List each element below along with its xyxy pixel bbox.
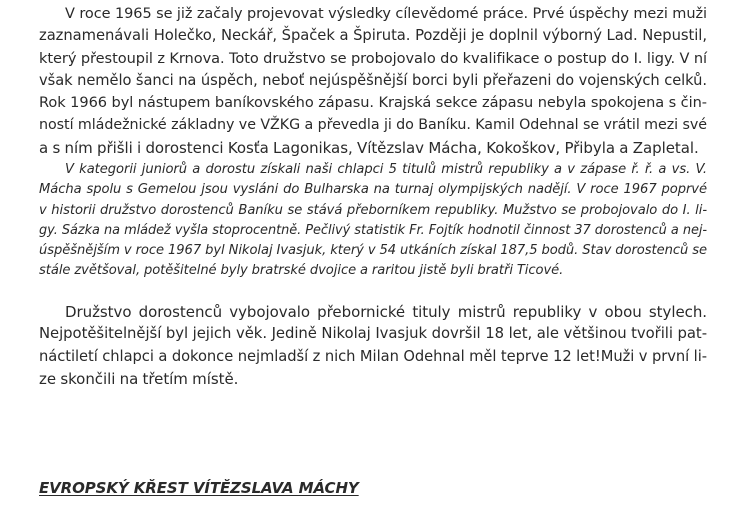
- paragraph-1-line: a s ním přišli i dorostenci Kosťa Lagonikas, Vítězslav Mácha, Kokoškov, Přibyla a Zapletal.: [39, 138, 699, 157]
- paragraph-1-line: zaznamenávali Holečko, Neckář, Špaček a Špiruta. Později je doplnil výborný Lad. Nepustil,: [39, 27, 707, 45]
- paragraph-3-line: náctiletí chlapci a dokonce nejmladší z nich Milan Odehnal měl teprve 12 let!Muži v první li-: [39, 347, 707, 365]
- paragraph-1: [39, 3, 707, 159]
- paragraph-1-line: V roce 1965 se již začaly projevovat výsledky cílevědomé práce. Prvé úspěchy mezi muži: [65, 6, 707, 22]
- paragraph-1-line: který přestoupil z Krnova. Toto družstvo se probojovalo do kvalifikace o postup do I. ligy. V ní: [39, 49, 707, 67]
- section-heading: EVROPSKÝ KŘEST VÍTĚZSLAVA MÁCHY: [39, 479, 359, 497]
- paragraph-2-line: stále zvětšoval, potěšitelné byly bratrské dvojice a raritou jistě byli bratři Ticové.: [39, 263, 564, 279]
- paragraph-3-line: ze skončili na třetím místě.: [39, 369, 239, 388]
- paragraph-1-line: však nemělo šanci na úspěch, neboť nejúspěšnější borci byli přeřazeni do vojenských celků.: [39, 71, 707, 89]
- paragraph-1-line: Rok 1966 byl nástupem baníkovského zápasu. Krajská sekce zápasu nebyla spokojena s čin-: [39, 94, 707, 112]
- paragraph-2-line: Mácha spolu s Gemelou jsou vysláni do Bulharska na turnaj olympijských nadějí. V roce 1967 poprvé: [39, 182, 707, 198]
- paragraph-3-line: Nejpotěšitelnější byl jejich věk. Jedině Nikolaj Ivasjuk dovršil 18 let, ale většinou tvořili pat-: [39, 325, 707, 343]
- paragraph-2-line: gy. Sázka na mládež vyšla stoprocentně. Pečlivý statistik Fr. Fojtík hodnotil činnost 37 dorostenců a nej-: [39, 222, 707, 238]
- paragraph-3: [39, 301, 707, 390]
- paragraph-2-line: V kategorii juniorů a dorostu získali naši chlapci 5 titulů mistrů republiky a v zápase ř. ř. a vs. V.: [65, 162, 707, 177]
- paragraph-1-line: ností mládežnické základny ve VŽKG a převedla ji do Baníku. Kamil Odehnal se vrátil mezi své: [39, 117, 707, 134]
- paragraph-3-line: Družstvo dorostenců vybojovalo přebornické tituly mistrů republiky v obou stylech.: [65, 303, 707, 321]
- paragraph-2-line: úspěšnějším v roce 1967 byl Nikolaj Ivasjuk, který v 54 utkáních získal 187,5 bodů. Stav dorostenců se: [39, 243, 707, 259]
- paragraph-2-line: v historii družstvo dorostenců Baníku se stává přeborníkem republiky. Mužstvo se probojovalo do I. li-: [39, 202, 707, 218]
- paragraph-2-italic: [39, 160, 707, 282]
